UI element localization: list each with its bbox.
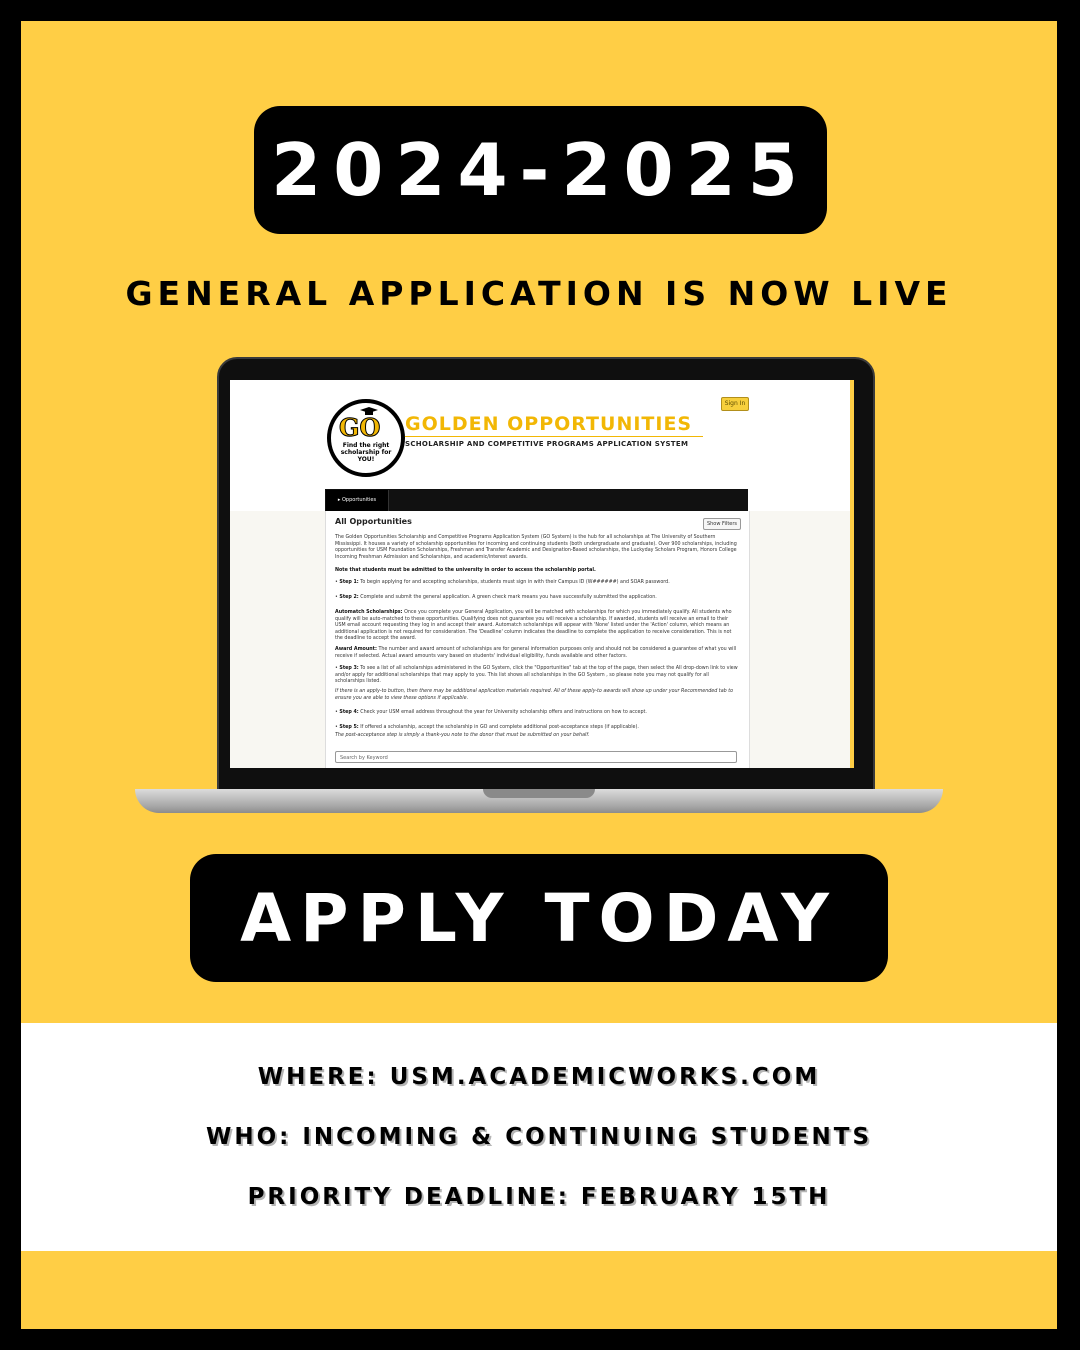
- step-5: • Step 5: If offered a scholarship, accept the scholarship in GO and complete additional post-acceptance steps (if applicable).: [335, 725, 639, 730]
- step-4: • Step 4: Check your USM email address throughout the year for University scholarship offers and instructions on how to accept.: [335, 710, 647, 715]
- automatch-label: Automatch Scholarships:: [335, 610, 403, 615]
- info-band: [21, 1023, 1057, 1251]
- admission-note: Note that students must be admitted to the university in order to access the scholarship portal.: [335, 568, 596, 573]
- go-logo: [327, 399, 405, 477]
- award-paragraph: [335, 647, 739, 660]
- portal-accent-bar: [850, 380, 854, 768]
- portal-screenshot: [230, 380, 854, 768]
- step-1-text: To begin applying for and accepting scholarships, students must sign in with their Campus ID (W######) and SOAR password.: [360, 580, 670, 585]
- logo-tagline: Find the right scholarship for YOU!: [340, 442, 392, 463]
- deadline-line: PRIORITY DEADLINE: FEBRUARY 15TH: [247, 1184, 831, 1210]
- post-acceptance-note: The post-acceptance step is simply a thank-you note to the donor that must be submitted on your behalf.: [335, 733, 590, 738]
- brand-divider: [405, 436, 703, 437]
- headline: GENERAL APPLICATION IS NOW LIVE: [125, 274, 953, 313]
- sign-in-button[interactable]: Sign In: [721, 397, 749, 411]
- automatch-paragraph: [335, 610, 739, 643]
- brand-title: GOLDEN OPPORTUNITIES: [405, 413, 693, 435]
- logo-letters: GO: [339, 413, 381, 442]
- page-title: All Opportunities: [335, 517, 412, 526]
- who-line: WHO: INCOMING & CONTINUING STUDENTS: [205, 1124, 873, 1150]
- step-2-label: Step 2:: [339, 595, 359, 600]
- search-input[interactable]: Search by Keyword: [335, 751, 737, 763]
- laptop-notch: [483, 789, 595, 798]
- step-2-text: Complete and submit the general application. A green check mark means you have successfully submitted the application.: [360, 595, 657, 600]
- step-5-label: Step 5:: [339, 725, 359, 730]
- flyer: [21, 21, 1057, 1329]
- step-4-label: Step 4:: [339, 710, 359, 715]
- intro-paragraph: The Golden Opportunities Scholarship and Competitive Programs Application System (GO System) is the hub for all scholarships at The University of Southern Mississippi. It houses a variety of scholarship opportunities for incoming and continuing students (both undergraduate and graduate). Over 900 scholarships, including opportunities for USM Foundation Scholarships, Freshman and Transfer Academic and Designation-Based scholarships, the Luckyday Scholars Program, Honors College Incoming Freshman Admission and Scholarships, and academic/interest awards.: [335, 535, 737, 560]
- step-5-text: If offered a scholarship, accept the scholarship in GO and complete additional post-acceptance steps (if applicable).: [360, 725, 639, 730]
- automatch-text: Once you complete your General Application, you will be matched with scholarships for which you immediately qualify. All students who qualify will be auto-matched to these opportunities. Qualifying does not guarantee you will receive a scholarship. If awarded, students will receive an email to their USM email account requesting they log in and accept their award. Automatch scholarships will appear with 'None' listed under the 'Action' column, which means an additional application is not required for consideration. The 'Deadline' column indicates the deadline to complete the application to receive consideration. This is not the deadline to accept the award.: [335, 610, 732, 641]
- step-3-text: To see a list of all scholarships administered in the GO System, click the "Opportunities" tab at the top of the page, then select the All drop-down link to view and/or apply for additional scholarships that may apply to you. This list shows all scholarships in the GO System , so please note you may not qualify for all scholarships listed.: [335, 666, 738, 684]
- step-2: • Step 2: Complete and submit the general application. A green check mark means you have successfully submitted the application.: [335, 595, 657, 600]
- step-3: • Step 3: To see a list of all scholarships administered in the GO System, click the "Opportunities" tab at the top of the page, then select the All drop-down link to view and/or apply for additional scholarships that may apply to you. This list shows all scholarships in the GO System , so please note you may not qualify for all scholarships listed.: [335, 666, 738, 684]
- brand-subtitle: SCHOLARSHIP AND COMPETITIVE PROGRAMS APPLICATION SYSTEM: [405, 440, 689, 448]
- opportunities-panel: [325, 511, 750, 768]
- award-label: Award Amount:: [335, 647, 377, 652]
- apply-today-banner: APPLY TODAY: [190, 854, 888, 982]
- tab-opportunities[interactable]: ▸ Opportunities: [326, 490, 389, 511]
- where-line: WHERE: USM.ACADEMICWORKS.COM: [257, 1064, 821, 1090]
- step-1: • Step 1: To begin applying for and accepting scholarships, students must sign in with their Campus ID (W######) and SOAR password.: [335, 580, 670, 585]
- year-badge: 2024-2025: [254, 106, 827, 234]
- step-4-text: Check your USM email address throughout the year for University scholarship offers and instructions on how to accept.: [360, 710, 647, 715]
- step-3-label: Step 3:: [339, 666, 359, 671]
- show-filters-button[interactable]: Show Filters: [703, 518, 741, 530]
- step-1-label: Step 1:: [339, 580, 359, 585]
- award-text: The number and award amount of scholarships are for general information purposes only and should not be considered a guarantee of what you will receive if selected. Actual award amounts vary based on students' individual eligibility, funds available and other factors.: [335, 647, 737, 659]
- portal-tab-bar: [325, 489, 748, 511]
- apply-to-note: If there is an apply-to button, then there may be additional application materials required. All of these apply-to awards will show up under your Recommended tab to ensure you are able to view these options if applicable.: [335, 689, 734, 701]
